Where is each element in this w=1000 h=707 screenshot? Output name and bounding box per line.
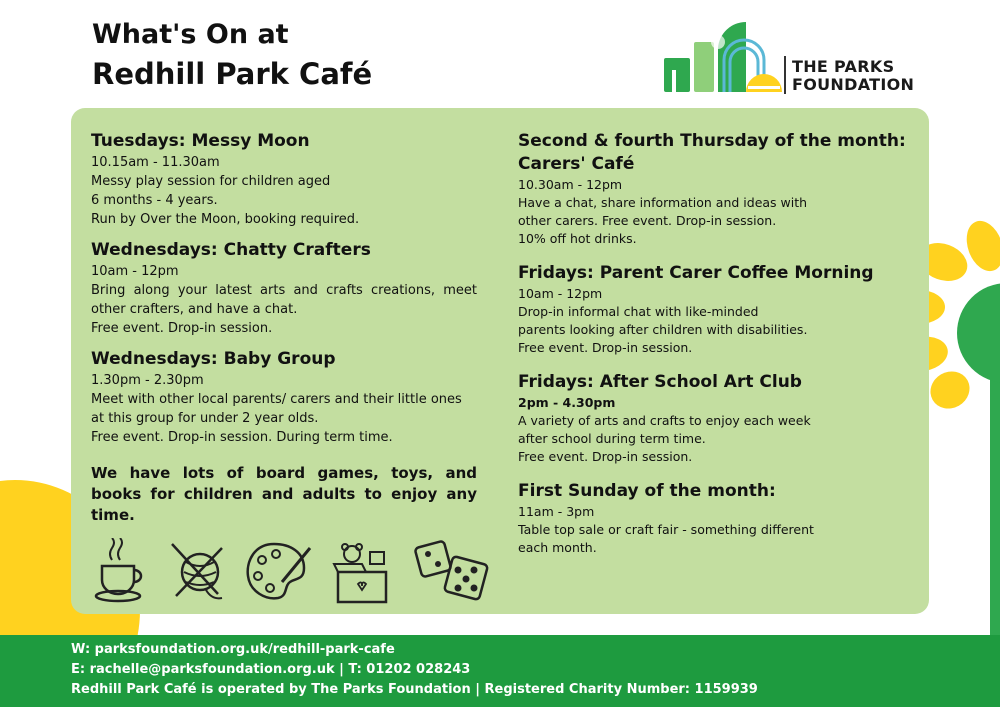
- event-title: First Sunday of the month:: [518, 481, 776, 501]
- yarn-knitting-icon: [166, 538, 228, 604]
- title-line-2: Redhill Park Café: [92, 57, 373, 91]
- event-title: Second & fourth Thursday of the month: Carers' Café: [518, 131, 906, 174]
- event-first-sunday: [518, 480, 908, 557]
- right-events-column: [518, 130, 908, 567]
- logo-divider: [784, 56, 786, 94]
- event-description: A variety of arts and crafts to enjoy each week after school during term time. Free event. Drop-in session.: [518, 413, 811, 464]
- green-flower-stem: [990, 350, 1000, 640]
- title-line-1: What's On at: [92, 19, 289, 50]
- board-games-note: We have lots of board games, toys, and books for children and adults to enjoy any time.: [91, 464, 477, 524]
- event-parent-carer-coffee: [518, 262, 908, 357]
- event-description: Have a chat, share information and ideas with other carers. Free event. Drop-in session. 10% off hot drinks.: [518, 195, 808, 246]
- logo-text: [792, 58, 914, 94]
- event-time: 2pm - 4.30pm: [518, 395, 616, 410]
- page-title: [92, 18, 372, 94]
- event-carers-cafe: [518, 130, 908, 248]
- event-description: Messy play session for children aged 6 months - 4 years. Run by Over the Moon, booking required.: [91, 174, 360, 227]
- event-description: Meet with other local parents/ carers and their little ones at this group for under 2 year olds. Free event. Drop-in session. During term time.: [91, 392, 462, 445]
- left-events-column: [91, 130, 477, 526]
- event-chatty-crafters: [91, 239, 477, 338]
- event-title: Fridays: After School Art Club: [518, 372, 802, 392]
- activity-icons: [88, 538, 498, 604]
- event-time: 11am - 3pm: [518, 504, 595, 519]
- footer-contact[interactable]: E: rachelle@parksfoundation.org.uk | T: 01202 028243: [71, 662, 471, 677]
- event-time: 1.30pm - 2.30pm: [91, 373, 204, 388]
- event-baby-group: [91, 348, 477, 447]
- event-title: Wednesdays: Baby Group: [91, 349, 336, 369]
- event-title: Wednesdays: Chatty Crafters: [91, 240, 371, 260]
- event-description: Bring along your latest arts and crafts creations, meet other crafters, and have a chat. Free event. Drop-in session.: [91, 283, 477, 336]
- event-messy-moon: [91, 130, 477, 229]
- event-time: 10.15am - 11.30am: [91, 155, 220, 170]
- event-description: Table top sale or craft fair - something different each month.: [518, 522, 814, 555]
- event-title: Fridays: Parent Carer Coffee Morning: [518, 263, 874, 283]
- event-time: 10am - 12pm: [518, 286, 603, 301]
- toy-box-icon: [332, 538, 394, 604]
- dice-icon: [414, 538, 494, 604]
- footer-operator: Redhill Park Café is operated by The Parks Foundation | Registered Charity Number: 1159939: [71, 682, 758, 697]
- footer-bar: [0, 635, 1000, 707]
- logo-line-2: FOUNDATION: [792, 75, 915, 94]
- event-after-school-art: [518, 371, 908, 466]
- event-time: 10am - 12pm: [91, 264, 179, 279]
- footer-website[interactable]: W: parksfoundation.org.uk/redhill-park-cafe: [71, 642, 395, 657]
- paint-palette-icon: [244, 538, 314, 604]
- event-time: 10.30am - 12pm: [518, 177, 623, 192]
- event-description: Drop-in informal chat with like-minded parents looking after children with disabilities. Free event. Drop-in session.: [518, 304, 808, 355]
- event-title: Tuesdays: Messy Moon: [91, 131, 310, 151]
- yellow-petal: [924, 364, 977, 415]
- coffee-cup-icon: [88, 538, 150, 604]
- logo-line-1: THE PARKS: [792, 57, 895, 76]
- green-flower-center: [957, 283, 1000, 383]
